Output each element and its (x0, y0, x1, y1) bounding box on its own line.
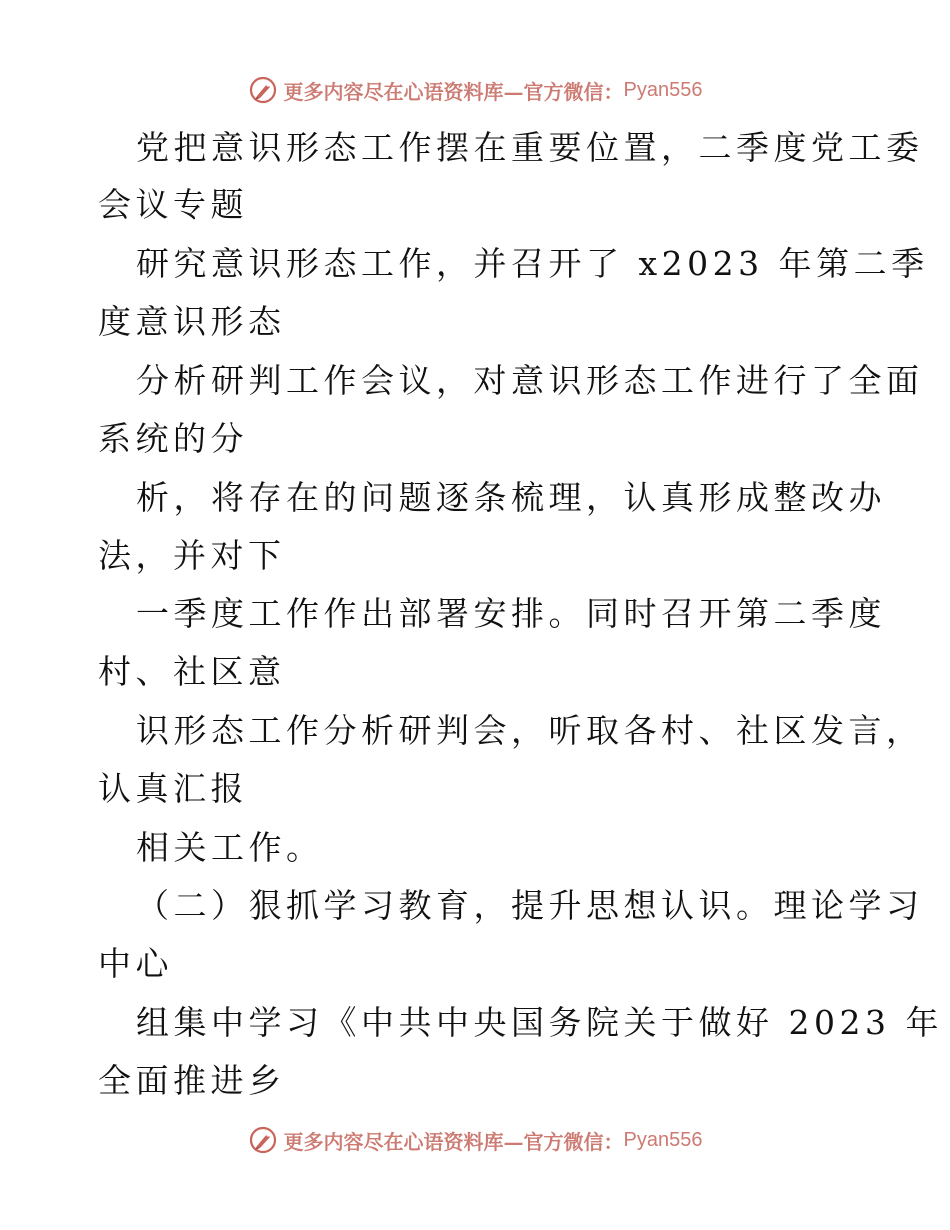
body-line-4: 度意识形态 (98, 302, 286, 341)
body-line-15: 中心 (98, 944, 173, 983)
body-line-11: 识形态工作分析研判会，听取各村、社区发言， (136, 711, 924, 750)
body-line-14: （二）狠抓学习教育，提升思想认识。理论学习 (136, 886, 924, 925)
body-line-9: 一季度工作作出部署安排。同时召开第二季度 (136, 594, 886, 633)
body-line-16: 组集中学习《中共中央国务院关于做好 2023 年 (136, 1003, 943, 1042)
body-line-7: 析，将存在的问题逐条梳理，认真形成整改办 (136, 478, 886, 517)
banner-slogan: 更多内容尽在心语资料库—官方微信： (283, 79, 624, 104)
body-line-1: 党把意识形态工作摆在重要位置，二季度党工委 (136, 128, 924, 167)
body-line-10: 村、社区意 (98, 652, 286, 691)
wechat-account: Pyan556 (623, 78, 703, 101)
body-line-3: 研究意识形态工作，并召开了 x2023 年第二季 (136, 244, 929, 283)
body-line-6: 系统的分 (98, 419, 248, 458)
body-line-17: 全面推进乡 (98, 1061, 286, 1100)
wechat-account: Pyan556 (623, 1128, 703, 1151)
body-line-8: 法，并对下 (98, 536, 286, 575)
body-line-12: 认真汇报 (98, 769, 248, 808)
pen-nib-icon (248, 1125, 278, 1155)
banner-slogan: 更多内容尽在心语资料库—官方微信： (283, 1129, 624, 1154)
body-line-13: 相关工作。 (136, 828, 324, 867)
body-line-5: 分析研判工作会议，对意识形态工作进行了全面 (136, 361, 924, 400)
body-line-2: 会议专题 (98, 185, 248, 224)
footer-banner (0, 1120, 950, 1160)
